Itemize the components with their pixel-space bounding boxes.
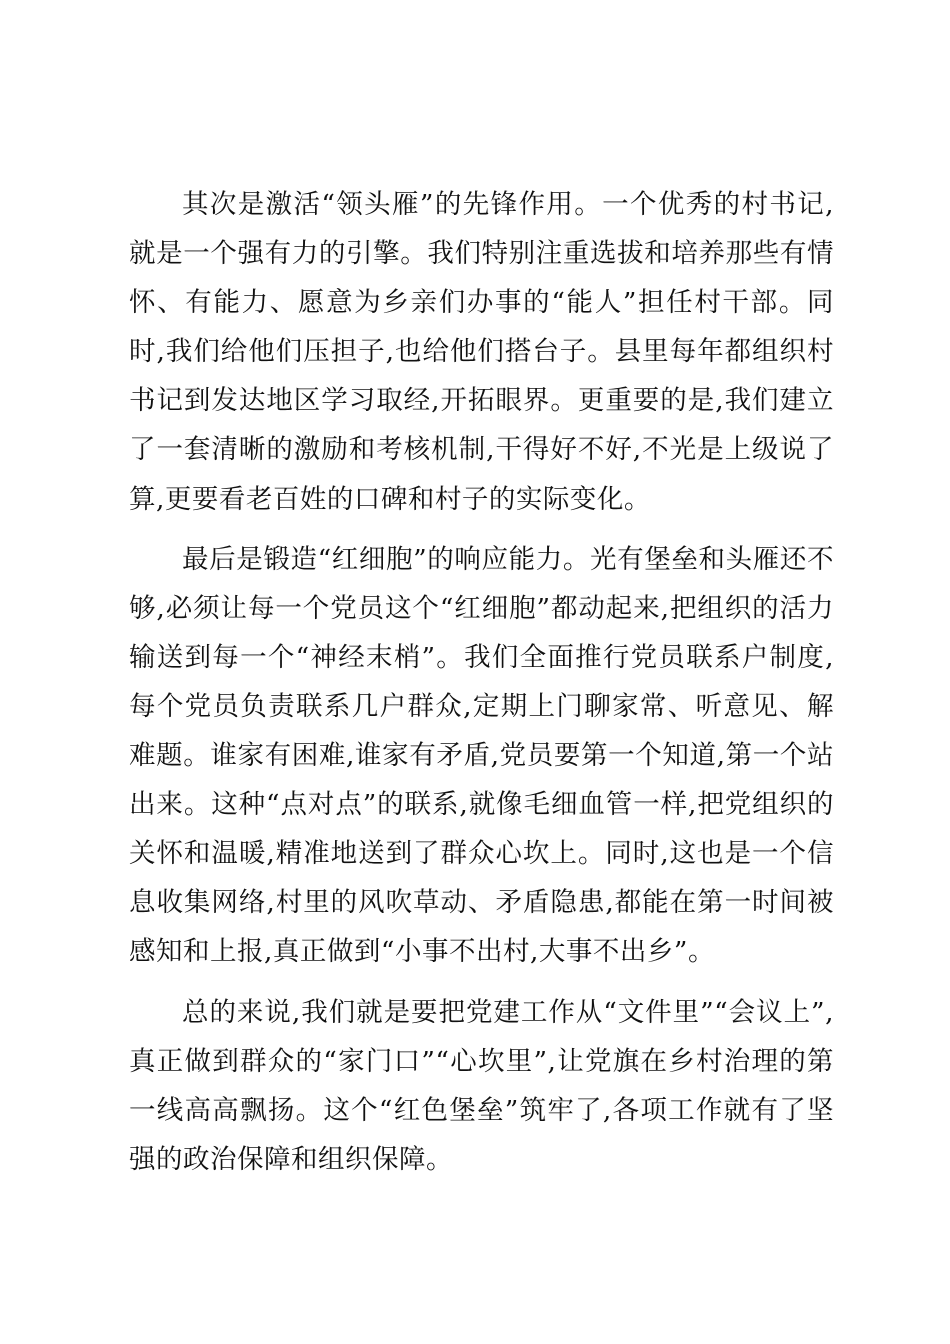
paragraph-lead-geese: 其次是激活“领头雁”的先锋作用。一个优秀的村书记,就是一个强有力的引擎。我们特别注重选拔和培养那些有情怀、有能力、愿意为乡亲们办事的“能人”担任村干部。同时,我们给他们压担子,也给他们搭台子。县里每年都组织村书记到发达地区学习取经,开拓眼界。更重要的是,我们建立了一套清晰的激励和考核机制,干得好不好,不光是上级说了算,更要看老百姓的口碑和村子的实际变化。 [129, 189, 834, 515]
paragraph-red-cells: 最后是锻造“红细胞”的响应能力。光有堡垒和头雁还不够,必须让每一个党员这个“红细胞”都动起来,把组织的活力输送到每一个“神经末梢”。我们全面推行党员联系户制度,每个党员负责联系几户群众,定期上门聊家常、听意见、解难题。谁家有困难,谁家有矛盾,党员要第一个知道,第一个站出来。这种“点对点”的联系,就像毛细血管一样,把党组织的关怀和温暖,精准地送到了群众心坎上。同时,这也是一个信息收集网络,村里的风吹草动、矛盾隐患,都能在第一时间被感知和上报,真正做到“小事不出村,大事不出乡”。 [129, 543, 834, 968]
paragraph-summary: 总的来说,我们就是要把党建工作从“文件里”“会议上”,真正做到群众的“家门口”“心坎里”,让党旗在乡村治理的第一线高高飘扬。这个“红色堡垒”筑牢了,各项工作就有了坚强的政治保障和组织保障。 [129, 996, 834, 1175]
document-body [129, 180, 834, 1195]
